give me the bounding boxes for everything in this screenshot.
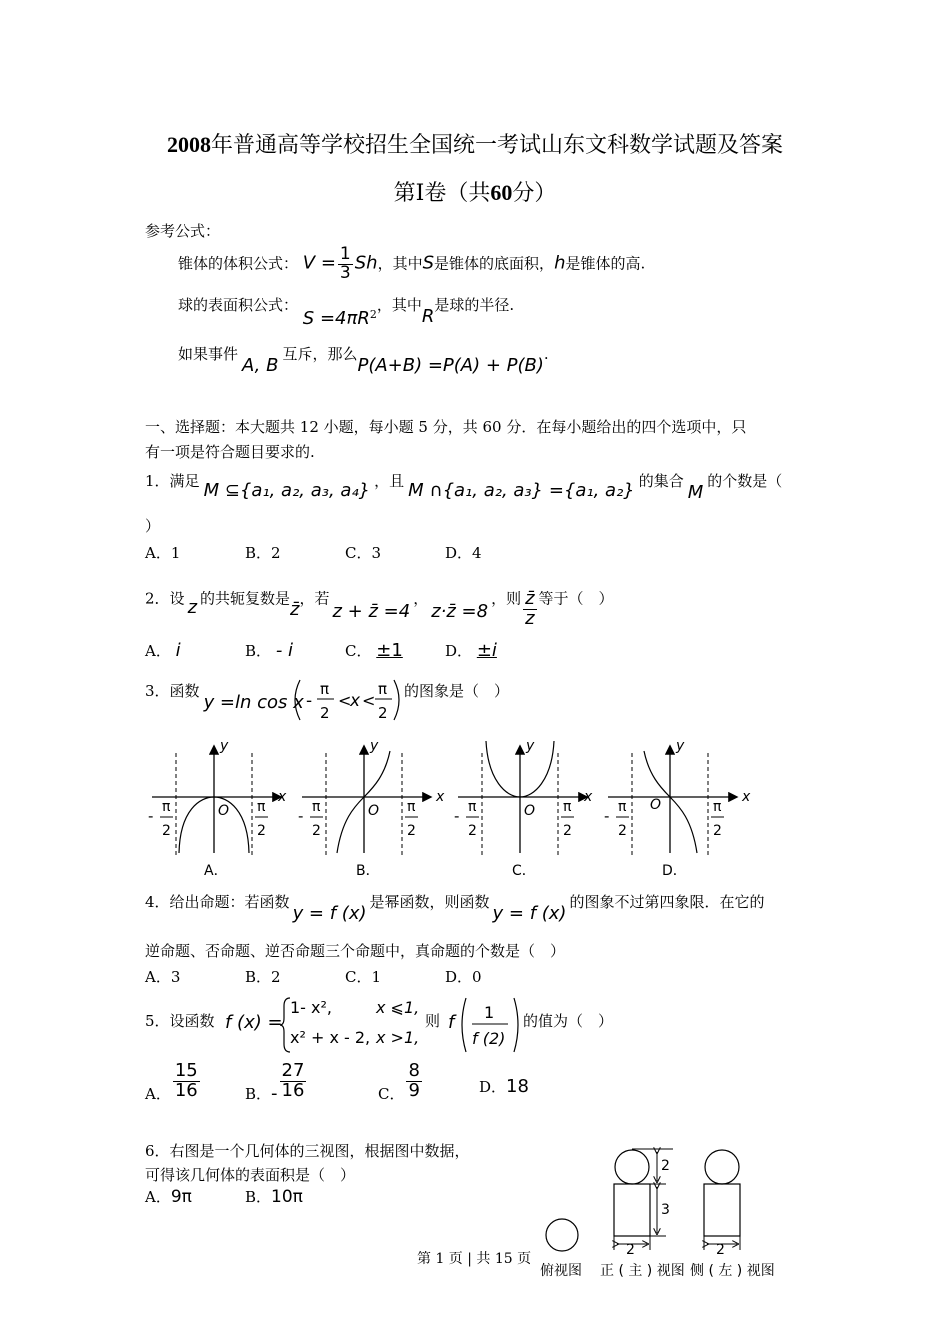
- q5-text-b: 则: [425, 1012, 441, 1030]
- svg-text:x: x: [278, 789, 287, 805]
- sphere-note-post: 是球的半径.: [434, 296, 515, 314]
- frac-num: 1: [339, 244, 351, 264]
- option-sign: -: [271, 1083, 278, 1105]
- question-4: [145, 891, 765, 924]
- svg-text:2: 2: [713, 823, 722, 839]
- option-label: C．: [378, 1085, 405, 1104]
- q2-text-e: ，则: [491, 589, 522, 608]
- cone-rhs: Sh: [354, 252, 378, 274]
- q1-math-c: M: [687, 482, 704, 503]
- svg-text:2: 2: [716, 1242, 725, 1258]
- option-value: 10π: [271, 1187, 303, 1207]
- svg-text:-: -: [454, 807, 460, 825]
- subtitle-points: 60: [490, 180, 513, 205]
- q4-option-b: B．2: [245, 968, 281, 986]
- q2-option-d: [445, 640, 497, 661]
- svg-text:1: 1: [484, 1003, 495, 1022]
- option-value: i: [175, 640, 181, 661]
- section-instructions-line2: 有一项是符合题目要求的.: [145, 443, 315, 461]
- svg-text:y: y: [676, 738, 685, 754]
- q5-option-a: [145, 1060, 202, 1104]
- option-label: C．: [345, 642, 372, 660]
- top-view-label: 俯视图: [540, 1263, 582, 1279]
- option-value: ±1: [376, 640, 403, 661]
- q1-option-b: B．2: [245, 544, 281, 562]
- events-label: 如果事件: [178, 345, 239, 363]
- svg-text:π: π: [257, 799, 266, 815]
- q4-line2: 逆命题、否命题、逆否命题三个命题中，真命题的个数是（ ）: [145, 942, 566, 960]
- q2-option-b: [245, 640, 293, 661]
- side-view: [704, 1150, 740, 1258]
- option-label: D．: [479, 1078, 507, 1096]
- document-title: [0, 128, 950, 159]
- events-vars: A, B: [242, 355, 279, 376]
- q2-number: 2．: [145, 589, 170, 608]
- svg-text:2: 2: [162, 823, 171, 839]
- top-view-circle: [546, 1219, 578, 1251]
- q4-number: 4．: [145, 893, 170, 911]
- q5-case2-cond: x >1,: [376, 1028, 420, 1047]
- svg-text:A．: A．: [204, 863, 228, 879]
- question-6-line2: 可得该几何体的表面积是（ ）: [145, 1166, 356, 1184]
- subtitle-pre: 第Ⅰ卷（共: [393, 181, 491, 206]
- q5-option-c: [378, 1060, 424, 1104]
- svg-text:2: 2: [661, 1158, 670, 1174]
- svg-text:-: -: [306, 691, 313, 711]
- q1-option-a: A．1: [145, 544, 181, 562]
- q5-text-a: 设函数: [169, 1012, 215, 1030]
- question-1: [145, 470, 783, 503]
- svg-text:<: <: [338, 691, 352, 710]
- title-text: 年普通高等学校招生全国统一考试山东文科数学试题及答案: [210, 133, 783, 158]
- q4-math-b: y = f (x): [492, 903, 567, 924]
- events-formula: P(A+B) =P(A) + P(B): [357, 355, 544, 376]
- q3-number: 3．: [145, 682, 170, 700]
- svg-text:-: -: [148, 807, 154, 825]
- svg-text:y: y: [526, 738, 535, 754]
- svg-text:π: π: [468, 799, 477, 815]
- mutually-exclusive-formula: [178, 343, 549, 376]
- svg-text:π: π: [618, 799, 627, 815]
- svg-text:π: π: [312, 799, 321, 815]
- svg-text:O: O: [524, 803, 536, 819]
- cone-fraction: [338, 246, 353, 283]
- q5-lhs: f (x) =: [225, 1012, 283, 1033]
- svg-text:2: 2: [320, 704, 330, 722]
- events-mid: 互斥，那么: [282, 345, 358, 363]
- option-label: B．: [245, 1188, 272, 1206]
- svg-text:B．: B．: [356, 863, 380, 879]
- page-footer: 第 1 页 | 共 15 页: [417, 1251, 532, 1267]
- q2-text-b: 的共轭复数是: [200, 589, 291, 608]
- q4-option-d: D．0: [445, 968, 482, 986]
- var-h: h: [554, 252, 566, 274]
- formulas-heading: 参考公式：: [145, 222, 221, 240]
- q2-fraction: [523, 590, 536, 629]
- q3-text-a: 函数: [169, 682, 200, 700]
- q4-text-a: 给出命题：若函数: [169, 893, 290, 911]
- svg-text:2: 2: [563, 823, 572, 839]
- frac-num: 8: [408, 1060, 420, 1081]
- question-3: [145, 680, 308, 713]
- svg-text:2: 2: [468, 823, 477, 839]
- q6-option-a: [145, 1186, 192, 1207]
- q5-case1-cond: x ⩽1,: [376, 998, 420, 1017]
- svg-text:π: π: [162, 799, 171, 815]
- svg-text:O: O: [368, 803, 380, 819]
- q1-number: 1．: [145, 472, 170, 490]
- cone-note-post: 是锥体的高.: [565, 254, 646, 273]
- q1-option-d: D．4: [445, 544, 482, 562]
- q5-f: f: [448, 1012, 455, 1033]
- cone-note-pre: ，其中: [377, 254, 423, 273]
- cone-label: 锥体的体积公式：: [178, 254, 299, 273]
- q1-close-paren: ）: [145, 517, 161, 535]
- question-2: [145, 580, 614, 629]
- svg-text:x: x: [350, 691, 361, 711]
- option-fraction: [173, 1062, 200, 1101]
- q2-math-b: z̄: [290, 599, 300, 621]
- option-value: ±i: [476, 640, 497, 661]
- q1-text-a: 满足: [169, 472, 200, 490]
- q2-text-d: ，: [413, 589, 429, 608]
- q4-text-b: 是幂函数，则函数: [369, 893, 490, 911]
- svg-text:O: O: [218, 803, 230, 819]
- q5-option-b: [245, 1060, 308, 1105]
- option-value: 18: [506, 1076, 529, 1097]
- var-r: R: [421, 306, 435, 327]
- svg-text:x: x: [436, 789, 445, 805]
- q5-prefix: [145, 1010, 215, 1031]
- svg-text:π: π: [378, 680, 388, 698]
- option-label: D．: [445, 642, 473, 660]
- svg-text:-: -: [604, 807, 610, 825]
- frac-den: z: [525, 607, 535, 629]
- q3-graph-options: [140, 735, 800, 885]
- frac-den: 9: [408, 1079, 420, 1101]
- frac-den: 3: [339, 262, 351, 283]
- svg-text:D．: D．: [662, 863, 687, 879]
- three-view-diagram: [530, 1140, 800, 1290]
- question-6-line1: [145, 1140, 470, 1161]
- q4-option-c: C．1: [345, 968, 382, 986]
- side-view-label: 侧 ( 左 ) 视图: [690, 1263, 775, 1279]
- svg-text:2: 2: [407, 823, 416, 839]
- option-fraction: [406, 1062, 421, 1101]
- option-label: A．: [145, 1085, 171, 1104]
- q1-option-c: C．3: [345, 544, 382, 562]
- svg-text:2: 2: [378, 704, 388, 722]
- svg-text:2: 2: [618, 823, 627, 839]
- q1-text-b: ，且: [374, 472, 405, 490]
- q2-text-a: 设: [169, 589, 185, 608]
- frac-num: 15: [174, 1060, 198, 1081]
- sphere-label: 球的表面积公式：: [178, 296, 299, 314]
- q3-function: y =ln cos x: [203, 692, 304, 713]
- q2-math-d: z·z̄ =8: [431, 601, 489, 623]
- q5-case2-expr: x² + x - 2,: [290, 1028, 371, 1047]
- svg-text:y: y: [370, 738, 379, 754]
- q6-number: 6．: [145, 1142, 170, 1160]
- q2-text-f: 等于（ ）: [538, 589, 614, 608]
- cone-volume-formula: [178, 246, 645, 283]
- subtitle-post: 分）: [512, 181, 557, 206]
- sphere-note-pre: ，其中: [376, 296, 422, 314]
- q2-math-a: z: [187, 597, 198, 619]
- svg-text:O: O: [650, 797, 662, 813]
- q6-line1: 右图是一个几何体的三视图，根据图中数据，: [169, 1142, 470, 1160]
- svg-text:C．: C．: [512, 863, 536, 879]
- option-label: A．: [145, 642, 171, 660]
- q3-domain-interval: [288, 676, 404, 724]
- svg-text:f (2): f (2): [472, 1029, 506, 1048]
- option-label: A．: [145, 1188, 171, 1206]
- svg-text:2: 2: [257, 823, 266, 839]
- q4-option-a: A．3: [145, 968, 181, 986]
- q6-option-b: [245, 1186, 303, 1207]
- q5-text-c: 的值为（ ）: [523, 1012, 614, 1030]
- option-label: B．: [245, 642, 272, 660]
- svg-text:3: 3: [661, 1202, 670, 1218]
- front-view: [614, 1149, 673, 1258]
- svg-text:2: 2: [312, 823, 321, 839]
- graph-a[interactable]: [148, 738, 287, 879]
- graph-d[interactable]: [604, 738, 751, 879]
- svg-text:π: π: [407, 799, 416, 815]
- svg-text:2: 2: [626, 1242, 635, 1258]
- q2-math-c: z + z̄ =4: [332, 601, 411, 623]
- q1-text-c: 的集合: [638, 472, 684, 490]
- option-value: 9π: [170, 1187, 192, 1207]
- q1-math-a: M ⊆{a₁, a₂, a₃, a₄}: [203, 480, 371, 501]
- var-s: S: [422, 252, 435, 274]
- title-year: 2008: [166, 132, 211, 157]
- option-fraction: [280, 1062, 307, 1101]
- q5-case1-expr: 1- x²,: [290, 998, 333, 1017]
- q2-text-c: ，若: [299, 589, 330, 608]
- svg-text:-: -: [298, 807, 304, 825]
- graph-b[interactable]: [298, 738, 445, 879]
- svg-text:π: π: [563, 799, 572, 815]
- q4-text-c: 的图象不过第四象限．在它的: [569, 893, 765, 911]
- cone-lhs: V =: [302, 252, 336, 274]
- q2-option-c: [345, 640, 403, 661]
- section-subtitle: [0, 176, 950, 207]
- q1-math-b: M ∩{a₁, a₂, a₃} ={a₁, a₂}: [408, 480, 635, 501]
- q5-option-d: [479, 1076, 529, 1097]
- section-instructions-line1: 一、选择题：本大题共 12 小题，每小题 5 分，共 60 分．在每小题给出的四个选项中，只: [145, 418, 747, 436]
- graph-c[interactable]: [454, 738, 593, 879]
- frac-den: 16: [281, 1079, 305, 1101]
- front-view-label: 正 ( 主 ) 视图: [600, 1263, 685, 1279]
- q5-fraction-argument: [458, 996, 522, 1054]
- svg-text:x: x: [742, 789, 751, 805]
- frac-den: 16: [174, 1079, 198, 1101]
- q4-math-a: y = f (x): [292, 903, 367, 924]
- svg-text:π: π: [320, 680, 330, 698]
- option-value: - i: [275, 640, 294, 661]
- q3-text-b: 的图象是（ ）: [404, 682, 510, 700]
- q1-text-d: 的个数是（: [707, 472, 783, 490]
- svg-text:π: π: [713, 799, 722, 815]
- events-end: .: [543, 345, 549, 363]
- cone-note-mid: 是锥体的底面积，: [434, 254, 555, 273]
- q5-number: 5．: [145, 1012, 170, 1030]
- option-label: B．: [245, 1085, 272, 1104]
- frac-num: 27: [281, 1060, 305, 1081]
- q2-option-a: [145, 640, 181, 661]
- svg-text:<: <: [362, 691, 376, 710]
- sphere-formula: S =4πR: [302, 308, 370, 329]
- sphere-exp: 2: [369, 308, 377, 321]
- svg-text:y: y: [220, 738, 229, 754]
- svg-text:x: x: [584, 789, 593, 805]
- frac-num: z̄: [525, 588, 535, 609]
